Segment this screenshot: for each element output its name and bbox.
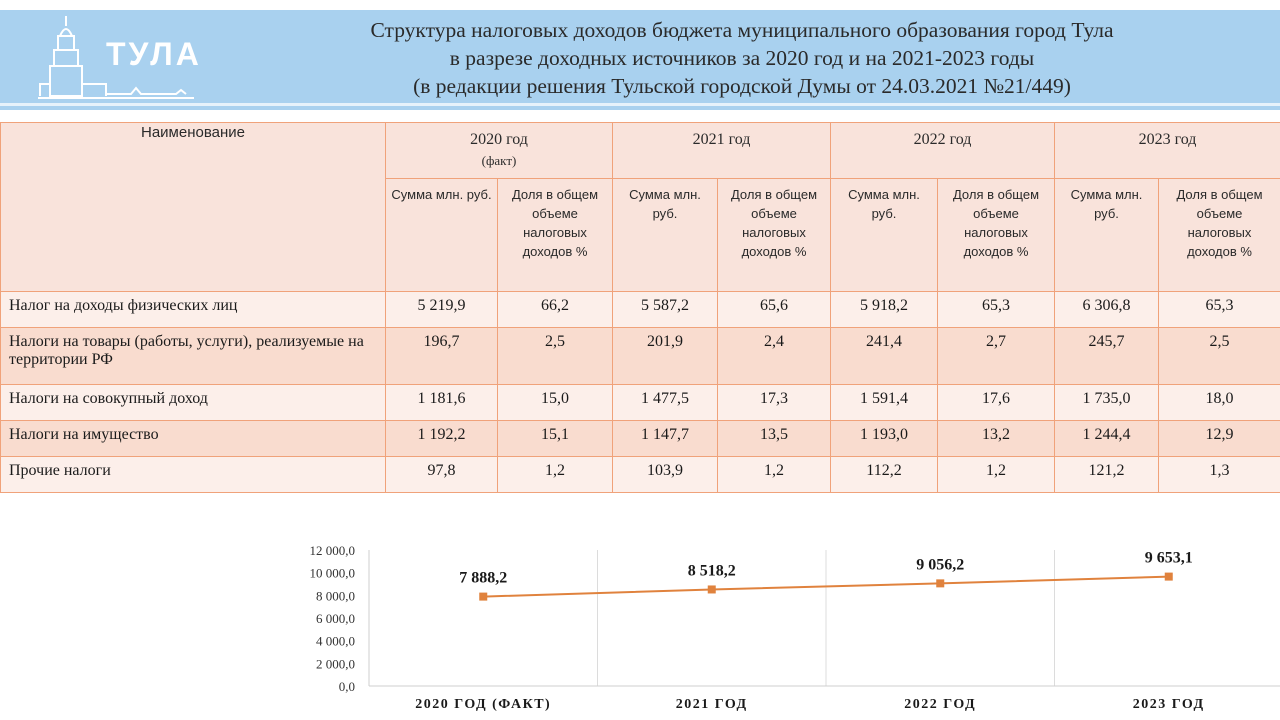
table-cell: 65,3 [1159,292,1280,328]
share-column-header: Доля в общем объеме налоговых доходов % [938,179,1055,292]
table-cell: 2,7 [938,328,1055,385]
data-point [1165,573,1173,581]
table-row [1,457,1280,493]
x-category-label: 2021 ГОД [675,697,748,712]
data-label: 7 888,2 [459,569,508,587]
table-row [1,328,1280,385]
row-name: Налог на доходы физических лиц [1,292,386,328]
title-line: в разрезе доходных источников за 2020 год и на 2021-2023 годы [449,46,1035,70]
row-name: Налоги на товары (работы, услуги), реализуемые на территории РФ [1,328,386,385]
table-cell: 2,5 [1159,328,1280,385]
title-line: Структура налоговых доходов бюджета муниципального образования город Тула [370,18,1114,42]
table-cell: 13,5 [718,421,831,457]
table-cell: 103,9 [613,457,718,493]
year-sublabel: (факт) [481,153,517,168]
y-tick-label: 8 000,0 [316,588,355,604]
table-cell: 12,9 [1159,421,1280,457]
city-logo-text: ТУЛА [106,36,202,72]
sum-column-header: Сумма млн. руб. [1055,179,1159,292]
table-cell: 1 735,0 [1055,385,1159,421]
x-category-label: 2020 ГОД (ФАКТ) [415,697,552,712]
y-tick-label: 10 000,0 [309,565,355,581]
row-name: Налоги на совокупный доход [1,385,386,421]
data-label: 8 518,2 [687,562,736,580]
table-row [1,385,1280,421]
data-label: 9 056,2 [916,556,965,574]
table-cell: 2,5 [498,328,613,385]
row-name: Прочие налоги [1,457,386,493]
table-cell: 13,2 [938,421,1055,457]
table-cell: 1,2 [938,457,1055,493]
x-category-label: 2023 ГОД [1132,697,1205,712]
table-cell: 121,2 [1055,457,1159,493]
share-column-header: Доля в общем объеме налоговых доходов % [1159,179,1280,292]
title-line: (в редакции решения Тульской городской Думы от 24.03.2021 №21/449) [413,74,1071,98]
table-cell: 2,4 [718,328,831,385]
table-cell: 1 181,6 [386,385,498,421]
table-cell: 245,7 [1055,328,1159,385]
table-cell: 65,6 [718,292,831,328]
table-cell: 1 147,7 [613,421,718,457]
table-row [1,421,1280,457]
table-cell: 1 477,5 [613,385,718,421]
y-tick-label: 6 000,0 [316,611,355,626]
y-tick-label: 12 000,0 [309,543,355,558]
year-header-2023 [1055,123,1280,179]
y-tick-label: 0,0 [338,679,355,694]
sum-column-header: Сумма млн. руб. [831,179,938,292]
table-cell: 5 219,9 [386,292,498,328]
table-cell: 1 193,0 [831,421,938,457]
page-title [232,16,1252,100]
table-cell: 15,0 [498,385,613,421]
table-cell: 1,3 [1159,457,1280,493]
table-cell: 97,8 [386,457,498,493]
table-cell: 241,4 [831,328,938,385]
year-label: 2023 год [1138,131,1197,148]
data-point [708,585,716,593]
table-cell: 5 918,2 [831,292,938,328]
sum-column-header: Сумма млн. руб. [613,179,718,292]
total-tax-revenue-line-chart [0,530,1280,720]
share-column-header: Доля в общем объеме налоговых доходов % [498,179,613,292]
data-point [936,579,944,587]
year-header-2021 [613,123,831,179]
sum-column-header: Сумма млн. руб. [386,179,498,292]
year-header-2020 [386,123,613,179]
table-cell: 112,2 [831,457,938,493]
table-cell: 1,2 [718,457,831,493]
column-header-name: Наименование [1,123,386,292]
table-cell: 1,2 [498,457,613,493]
table-cell: 65,3 [938,292,1055,328]
table-cell: 1 244,4 [1055,421,1159,457]
year-label: 2022 год [913,131,972,148]
table-cell: 6 306,8 [1055,292,1159,328]
table-cell: 1 192,2 [386,421,498,457]
table-cell: 66,2 [498,292,613,328]
table-cell: 1 591,4 [831,385,938,421]
row-name: Налоги на имущество [1,421,386,457]
data-point [479,593,487,601]
tax-revenue-table [0,122,1280,493]
share-column-header: Доля в общем объеме налоговых доходов % [718,179,831,292]
table-cell: 17,3 [718,385,831,421]
y-tick-label: 2 000,0 [316,656,355,672]
data-label: 9 653,1 [1144,549,1193,567]
table-row [1,292,1280,328]
year-label: 2020 год [470,131,528,148]
table-cell: 18,0 [1159,385,1280,421]
x-category-label: 2022 ГОД [904,697,977,712]
table-cell: 15,1 [498,421,613,457]
table-cell: 17,6 [938,385,1055,421]
year-header-2022 [831,123,1055,179]
table-cell: 201,9 [613,328,718,385]
table-cell: 5 587,2 [613,292,718,328]
table-cell: 196,7 [386,328,498,385]
y-tick-label: 4 000,0 [316,633,355,649]
year-label: 2021 год [692,131,751,148]
